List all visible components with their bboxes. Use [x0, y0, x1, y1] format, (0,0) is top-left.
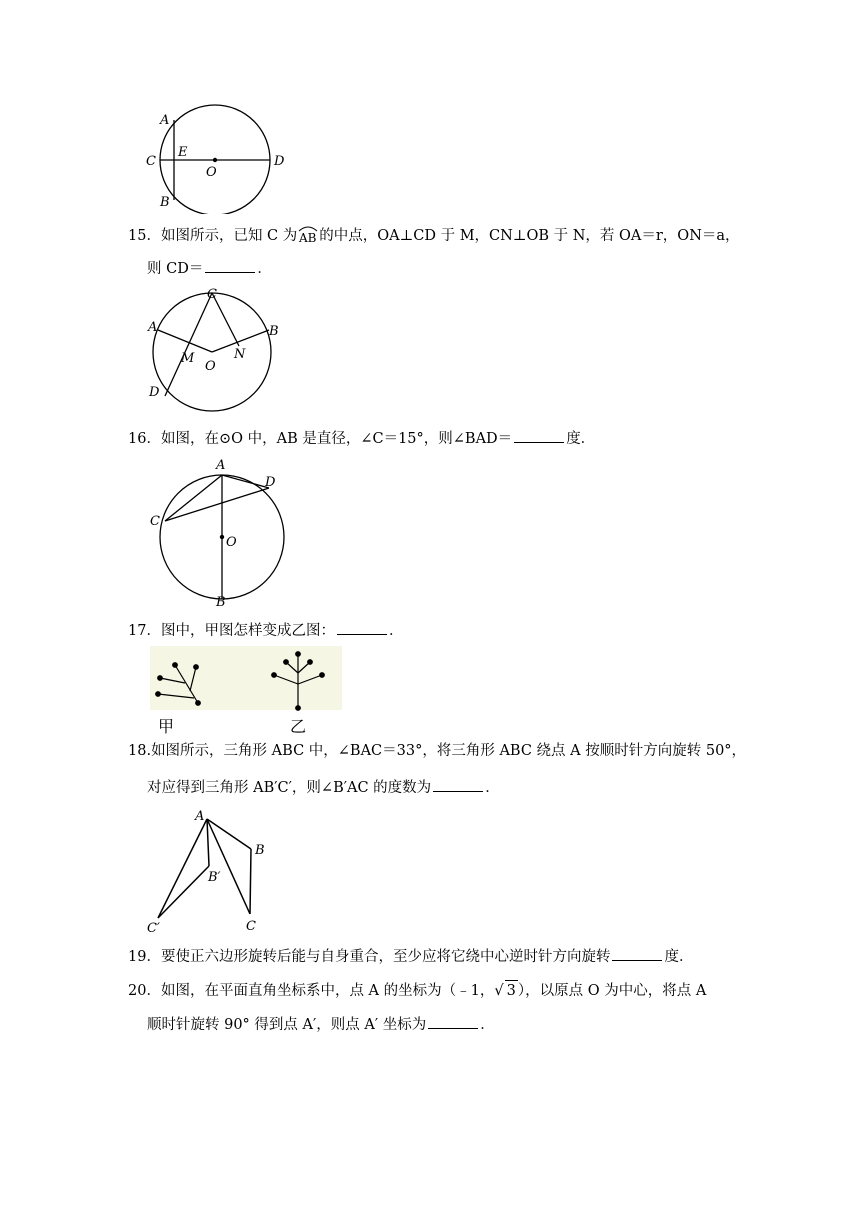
- question-16-end: 度．: [566, 431, 596, 447]
- fig14-label-e: E: [178, 145, 188, 160]
- question-20-text-b: ），以原点 O 为中心，将点 A: [517, 983, 707, 999]
- question-17-number: 17．: [128, 623, 161, 639]
- question-16-number: 16．: [128, 431, 161, 447]
- figure-q14-circle: [140, 102, 290, 214]
- question-19: [128, 946, 693, 967]
- sqrt-radicand: 3: [505, 980, 518, 1001]
- question-17-end: ．: [388, 623, 404, 639]
- question-18-line1: [128, 741, 746, 761]
- question-19-end: 度．: [664, 949, 694, 965]
- fig15-label-o: O: [205, 359, 216, 374]
- question-18-line2-text: 对应得到三角形 AB′C′，则∠B′AC 的度数为: [147, 780, 432, 796]
- question-17-text: 图中，甲图怎样变成乙图：: [160, 623, 335, 639]
- fig14-label-o: O: [206, 165, 217, 180]
- figure-q17-branches: [150, 646, 345, 736]
- fig18-label-c: C: [246, 919, 256, 934]
- question-15-line2-text: 则 CD＝: [147, 261, 204, 277]
- question-15-line2: [147, 258, 272, 279]
- fig18-label-b: B: [255, 843, 265, 858]
- fig18-label-c-prime: C′: [147, 921, 160, 936]
- question-20-line2-text: 顺时针旋转 90° 得到点 A′，则点 A′ 坐标为: [147, 1017, 427, 1033]
- fig15-label-c: C: [207, 287, 217, 302]
- question-20-text-a: 如图，在平面直角坐标系中，点 A 的坐标为（﹣1，: [160, 983, 495, 999]
- question-15-line2-end: ．: [257, 261, 272, 277]
- arc-ab-label: AB: [299, 231, 317, 244]
- question-20-answer-blank[interactable]: [428, 1014, 478, 1029]
- question-20-line2-end: ．: [480, 1017, 495, 1033]
- fig15-label-d: D: [149, 385, 160, 400]
- question-16-text: 如图，在⊙O 中，AB 是直径，∠C＝15°，则∠BAD＝: [160, 431, 513, 447]
- question-15-text-a: 如图所示，已知 C 为: [160, 228, 298, 244]
- question-17-answer-blank[interactable]: [337, 620, 387, 635]
- figure-jia-label: 甲: [158, 717, 175, 736]
- fig16-label-d: D: [265, 475, 276, 490]
- question-18-line2: [147, 777, 500, 798]
- fig16-label-a: A: [216, 458, 226, 473]
- fig16-label-b: B: [216, 595, 226, 610]
- question-18-text: 如图所示，三角形 ABC 中，∠BAC＝33°，将三角形 ABC 绕点 A 按顺时针方向旋转 50°，: [151, 743, 747, 759]
- fig15-label-b: B: [269, 324, 279, 339]
- question-20-line1: [128, 980, 706, 1001]
- figure-yi-label: 乙: [290, 717, 307, 736]
- fig16-label-c: C: [150, 514, 160, 529]
- question-15-text-b: 的中点，OA⊥CD 于 M，CN⊥OB 于 N，若 OA＝r，ON＝a，: [319, 228, 740, 244]
- fig14-label-a: A: [160, 113, 170, 128]
- figure-q16-circle: [145, 454, 290, 610]
- question-19-number: 19．: [128, 949, 161, 965]
- question-19-text: 要使正六边形旋转后能与自身重合，至少应将它绕中心逆时针方向旋转: [160, 949, 611, 965]
- figure-q18-triangles: [145, 806, 275, 936]
- fig14-label-c: C: [146, 154, 156, 169]
- question-19-answer-blank[interactable]: [612, 946, 662, 961]
- fig14-label-d: D: [274, 154, 285, 169]
- question-18-number: 18.: [128, 743, 152, 759]
- question-17: [128, 620, 403, 641]
- fig18-label-a: A: [195, 809, 205, 824]
- sqrt-symbol: √: [494, 983, 504, 999]
- fig15-label-n: N: [234, 347, 246, 362]
- fig16-label-o: O: [226, 535, 237, 550]
- question-16-answer-blank[interactable]: [514, 428, 564, 443]
- question-15-number: 15．: [128, 228, 161, 244]
- question-20-line2: [147, 1014, 495, 1035]
- fig15-label-a: A: [148, 320, 158, 335]
- arc-ab-symbol: [297, 224, 319, 246]
- fig15-label-m: M: [181, 351, 195, 366]
- fig18-label-b-prime: B′: [208, 870, 221, 885]
- question-15-answer-blank[interactable]: [205, 258, 255, 273]
- question-18-answer-blank[interactable]: [433, 777, 483, 792]
- question-20-number: 20．: [128, 983, 161, 999]
- fig14-label-b: B: [160, 195, 170, 210]
- question-16: [128, 428, 595, 449]
- figure-q15-circle: [145, 284, 285, 416]
- question-18-line2-end: ．: [485, 780, 500, 796]
- question-15-line1: [128, 224, 740, 246]
